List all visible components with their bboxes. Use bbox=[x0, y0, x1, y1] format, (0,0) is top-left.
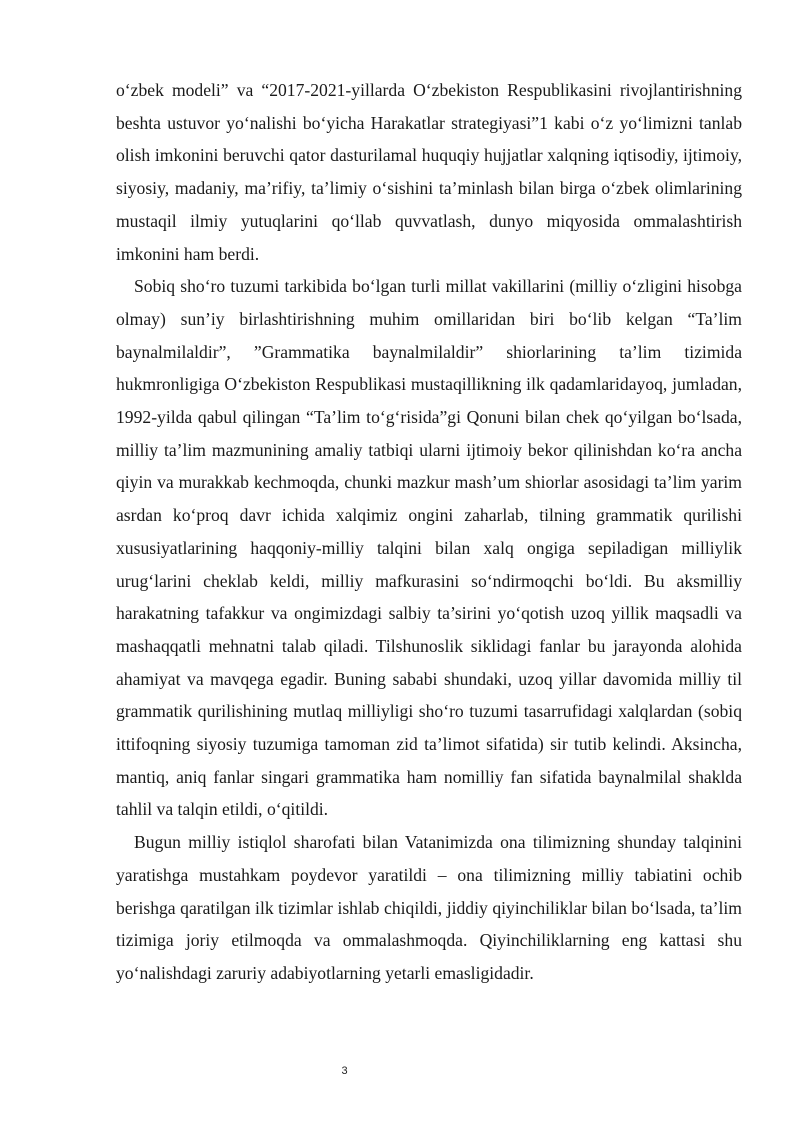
page-body bbox=[116, 74, 742, 990]
page-number: 3 bbox=[341, 1065, 348, 1077]
paragraph-1: o‘zbek modeli” va “2017-2021-yillarda O‘zbekiston Respublikasini rivojlantirishning beshta ustuvor yo‘nalishi bo‘yicha Harakatlar strategiyasi”1 kabi o‘z yo‘limizni tanlab olish imkonini beruvchi qator dasturilamal huquqiy hujjatlar xalqning iqtisodiy, ijtimoiy, siyosiy, madaniy, ma’rifiy, ta’limiy o‘sishini ta’minlash bilan birga o‘zbek olimlarining mustaqil ilmiy yutuqlarini qo‘llab quvvatlash, dunyo miqyosida ommalashtirish imkonini ham berdi. bbox=[116, 80, 742, 264]
paragraph-3: Bugun milliy istiqlol sharofati bilan Vatanimizda ona tilimizning shunday talqinini yaratishga mustahkam poydevor yaratildi – ona tilimizning milliy tabiatini ochib berishga qaratilgan ilk tizimlar ishlab chiqildi, jiddiy qiyinchiliklar bilan bo‘lsada, ta’lim tizimiga joriy etilmoqda va ommalashmoqda. Qiyinchiliklarning eng kattasi shu yo‘nalishdagi zaruriy adabiyotlarning yetarli emasligidadir. bbox=[116, 832, 742, 983]
paragraph-2: Sobiq sho‘ro tuzumi tarkibida bo‘lgan turli millat vakillarini (milliy o‘zligini hisobga olmay) sun’iy birlashtirishning muhim omillaridan biri bo‘lib kelgan “Ta’lim baynalmilaldir”, ”Grammatika baynalmilaldir” shiorlarining ta’lim tizimida hukmronligiga O‘zbekiston Respublikasi mustaqillikning ilk qadamlaridayoq, jumladan, 1992-yilda qabul qilingan “Ta’lim to‘g‘risida”gi Qonuni bilan chek qo‘yilgan bo‘lsada, milliy ta’lim mazmunining amaliy tatbiqi ularni ijtimoiy bekor qilinishdan ko‘ra ancha qiyin va murakkab kechmoqda, chunki mazkur mash’um shiorlar asosidagi ta’lim yarim asrdan ko‘proq davr ichida xalqimiz ongini zaharlab, tilning grammatik qurilishi xususiyatlarining haqqoniy-milliy talqini bilan xalq ongiga sepiladigan milliylik urug‘larini cheklab keldi, milliy mafkurasini so‘ndirmoqchi bo‘ldi. Bu aksmilliy harakatning tafakkur va ongimizdagi salbiy ta’sirini yo‘qotish uzoq yillik maqsadli va mashaqqatli mehnatni talab qiladi. Tilshunoslik siklidagi fanlar bu jarayonda alohida ahamiyat va mavqega egadir. Buning sababi shundaki, uzoq yillar davomida milliy til grammatik qurilishining mutlaq milliyligi sho‘ro tuzumi tasarrufidagi xalqlardan (sobiq ittifoqning siyosiy tuzumiga tamoman zid ta’limot sifatida) sir tutib kelindi. Aksincha, mantiq, aniq fanlar singari grammatika ham nomilliy fan sifatida baynalmilal shaklda tahlil va talqin etildi, o‘qitildi. bbox=[116, 276, 742, 820]
